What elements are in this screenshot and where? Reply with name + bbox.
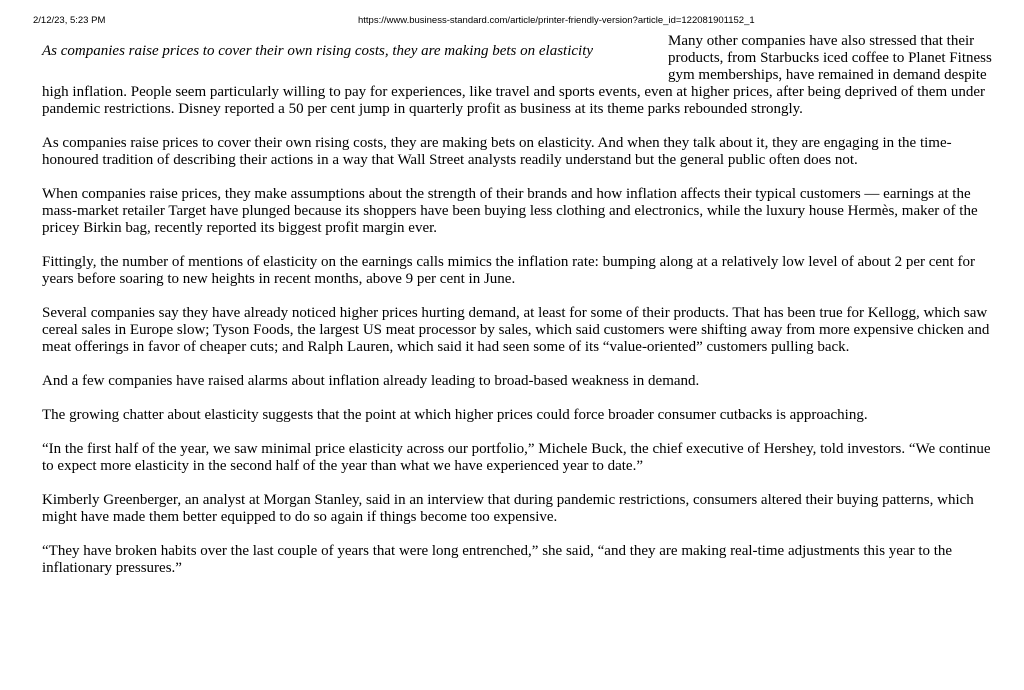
article-paragraph-10: “They have broken habits over the last couple of years that were long entrenched,” she said, “and they are making real-time adjustments this year to the inflationary pressures.” <box>42 543 953 576</box>
article-paragraph-4: Fittingly, the number of mentions of elasticity on the earnings calls mimics the inflation rate: bumping along at a relatively low level of about 2 per cent for years before soaring to new heights in recent months, above 9 per cent in June. <box>42 254 975 287</box>
article-paragraph-2: As companies raise prices to cover their own rising costs, they are making bets on elasticity. And when they talk about it, they are engaging in the time-honoured tradition of describing their actions in a way that Wall Street analysts readily understand but the general public often does not. <box>42 135 952 168</box>
article-paragraph-7: The growing chatter about elasticity suggests that the point at which higher prices could force broader consumer cutbacks is approaching. <box>42 407 868 423</box>
article-paragraph-9: Kimberly Greenberger, an analyst at Morgan Stanley, said in an interview that during pandemic restrictions, consumers altered their buying patterns, which might have made them better equipped to do so again if things become too expensive. <box>42 492 974 525</box>
print-header <box>0 14 1024 28</box>
article-paragraph-3: When companies raise prices, they make assumptions about the strength of their brands and how inflation affects their typical customers — earnings at the mass-market retailer Target have plunged because its shoppers have been buying less clothing and electronics, while the luxury house Hermès, maker of the pricey Birkin bag, recently reported its biggest profit margin ever. <box>42 186 978 236</box>
article-paragraph-6: And a few companies have raised alarms about inflation already leading to broad-based weakness in demand. <box>42 373 700 389</box>
print-date: 2/12/23, 5:23 PM <box>33 15 106 26</box>
article-paragraph-8: “In the first half of the year, we saw minimal price elasticity across our portfolio,” Michele Buck, the chief executive of Hershey, told investors. “We continue to expect more elasticity in the second half of the year than what we have experienced year to date.” <box>42 441 991 474</box>
print-url: https://www.business-standard.com/article/printer-friendly-version?article_id=122081901152_1 <box>358 15 755 26</box>
pull-quote: As companies raise prices to cover their own rising costs, they are making bets on elasticity <box>42 43 594 59</box>
article-paragraph-1: Many other companies have also stressed that their products, from Starbucks iced coffee to Planet Fitness gym memberships, have remained in demand despite high inflation. People seem particularly willing to pay for experiences, like travel and sports events, even at higher prices, after being deprived of them under pandemic restrictions. Disney reported a 50 per cent jump in quarterly profit as business at its theme parks rebounded strongly. <box>42 33 992 117</box>
article-body <box>42 33 992 594</box>
article-paragraph-5: Several companies say they have already noticed higher prices hurting demand, at least for some of their products. That has been true for Kellogg, which saw cereal sales in Europe slow; Tyson Foods, the largest US meat processor by sales, which said customers were shifting away from more expensive chicken and meat offerings in favor of cheaper cuts; and Ralph Lauren, which said it had seen some of its “value-oriented” customers pulling back. <box>42 305 990 355</box>
